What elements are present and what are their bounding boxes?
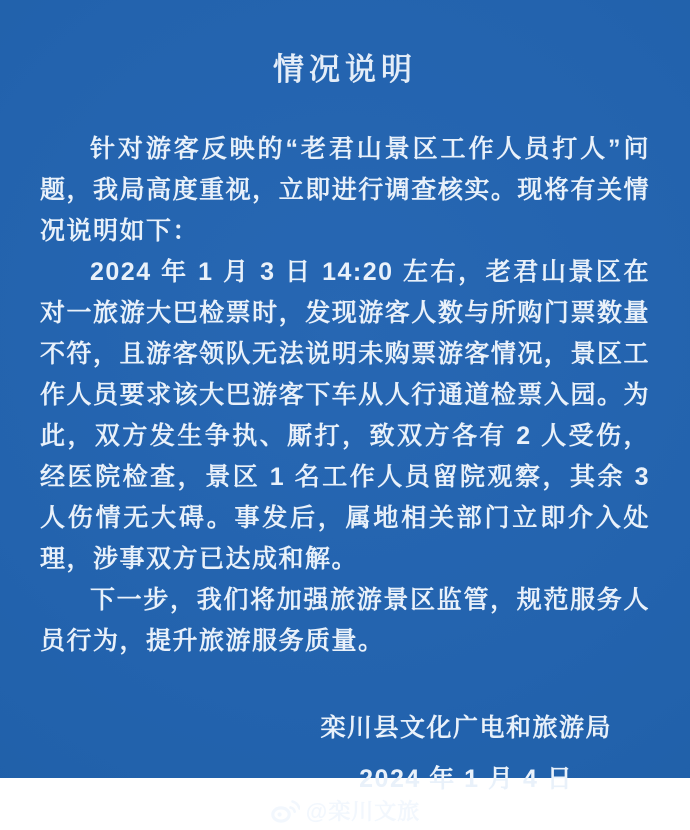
statement-body [40,129,650,662]
watermark [0,795,690,826]
weibo-icon [270,798,300,824]
page-title: 情况说明 [273,52,417,87]
paragraph: 下一步，我们将加强旅游景区监管，规范服务人员行为，提升旅游服务质量。 [40,586,650,655]
watermark-handle: @栾川文旅 [305,799,421,824]
paragraph: 针对游客反映的“老君山景区工作人员打人”问题，我局高度重视，立即进行调查核实。现将有关情况说明如下： [40,135,650,245]
signature-date: 2024 年 1 月 4 日 [359,765,574,793]
paragraph: 2024 年 1 月 3 日 14:20 左右，老君山景区在对一旅游大巴检票时，发现游客人数与所购门票数量不符，且游客领队无法说明未购票游客情况，景区工作人员要求该大巴游客下车从人行通道检票入园。为此，双方发生争执、厮打，致双方各有 2 人受伤，经医院检查，景区 1 名工作人员留院观察，其余 3 人伤情无大碍。事发后，属地相关部门立即介入处理，涉事双方已达成和解。 [40,258,650,573]
signature-block [320,708,612,795]
signature-agency: 栾川县文化广电和旅游局 [320,714,612,742]
